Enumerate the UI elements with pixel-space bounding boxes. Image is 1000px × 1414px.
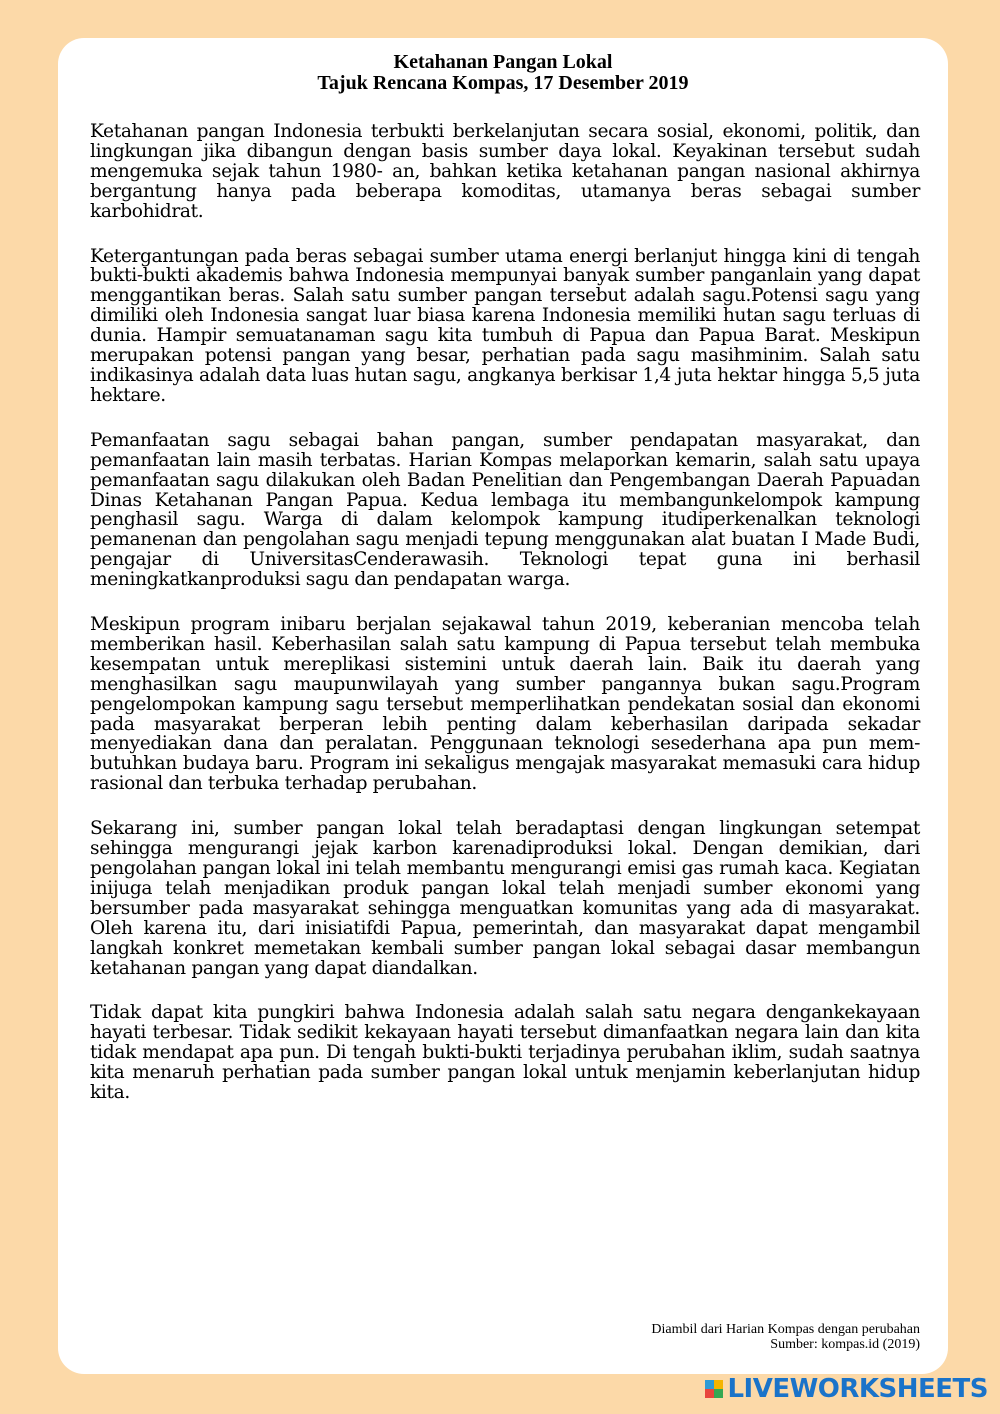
source-citation [651, 1322, 920, 1352]
liveworksheets-logo[interactable] [705, 1374, 988, 1404]
liveworksheets-logo-icon [705, 1380, 723, 1398]
article-header [58, 52, 948, 94]
worksheet-card [58, 38, 948, 1374]
paragraph: Tidak dapat kita pungkiri bahwa Indonesia adalah salah satu negara dengankekayaan hayati terbesar. Tidak sedikit kekayaan hayati tersebut dimanfaatkan negara lain dan kita tidak mendapat apa pun. Di tengah bukti-bukti terjadinya perubahan iklim, sudah saatnya kita menaruh perhatian pada sumber pangan lokal untuk menjamin keberlanjutan hidup kita. [90, 1002, 920, 1104]
article-title: Ketahanan Pangan Lokal [393, 51, 613, 73]
source-reference: Sumber: kompas.id (2019) [770, 1337, 920, 1352]
paragraph: Sekarang ini, sumber pangan lokal telah beradaptasi dengan lingkungan setempat sehingga mengurangi jejak karbon karenadiproduksi lokal. Dengan demikian, dari pengolahan pangan lokal ini telah membantu mengurangi emisi gas rumah kaca. Kegiatan inijuga telah menjadikan produk pangan lokal telah menjadi sumber ekonomi yang bersumber pada masyarakat sehingga menguatkan komunitas yang ada di masyarakat. Oleh karena itu, dari inisiatifdi Papua, pemerintah, dan masyarakat dapat mengambil langkah konkret memetakan kembali sumber pangan lokal sebagai dasar membangun ketahanan pangan yang dapat diandalkan. [90, 818, 920, 979]
paragraph: Ketergantungan pada beras sebagai sumber utama energi berlanjut hingga kini di tengah bukti-bukti akademis bahwa Indonesia mempunyai banyak sumber panganlain yang dapat menggantikan beras. Salah satu sumber pangan tersebut adalah sagu.Potensi sagu yang dimiliki oleh Indonesia sangat luar biasa karena Indonesia memiliki hutan sagu terluas di dunia. Hampir semuatanaman sagu kita tumbuh di Papua dan Papua Barat. Meskipun merupakan potensi pangan yang besar, perhatian pada sagu masihminim. Salah satu indikasinya adalah data luas hutan sagu, angkanya berkisar 1,4 juta hektar hingga 5,5 juta hektare. [90, 245, 920, 406]
paragraph: Meskipun program inibaru berjalan sejakawal tahun 2019, keberanian mencoba telah memberikan hasil. Keberhasilan salah satu kampung di Papua tersebut telah membuka kesempatan untuk mereplikasi sistemini untuk daerah lain. Baik itu daerah yang menghasilkan sagu maupunwilayah yang sumber pangannya bukan sagu.Program pengelompokan kampung sagu tersebut memperlihatkan pendekatan sosial dan ekonomi pada masyarakat berperan lebih penting dalam keberhasilan daripada sekadar menyediakan dana dan peralatan. Penggunaan teknologi sesederhana apa pun mem- butuhkan budaya baru. Program ini sekaligus mengajak masyarakat memasuki cara hidup rasional dan terbuka terhadap perubahan. [90, 614, 920, 795]
article-subtitle: Tajuk Rencana Kompas, 17 Desember 2019 [317, 72, 689, 94]
logo-text: LIVEWORKSHEETS [727, 1374, 988, 1404]
source-note: Diambil dari Harian Kompas dengan perubahan [651, 1322, 920, 1337]
paragraph: Pemanfaatan sagu sebagai bahan pangan, sumber pendapatan masyarakat, dan pemanfaatan lain masih terbatas. Harian Kompas melaporkan kemarin, salah satu upaya pemanfaatan sagu dilakukan oleh Badan Penelitian dan Pengembangan Daerah Papuadan Dinas Ketahanan Pangan Papua. Kedua lembaga itu membangunkelompok kampung penghasil sagu. Warga di dalam kelompok kampung itudiperkenalkan teknologi pemanenan dan pengolahan sagu menjadi tepung menggunakan alat buatan I Made Budi, pengajar di UniversitasCenderawasih. Teknologi tepat guna ini berhasil meningkatkanproduksi sagu dan pendapatan warga. [90, 429, 920, 591]
article-body [90, 122, 920, 1128]
paragraph: Ketahanan pangan Indonesia terbukti berkelanjutan secara sosial, ekonomi, politik, dan lingkungan jika dibangun dengan basis sumber daya lokal. Keyakinan tersebut sudah mengemuka sejak tahun 1980- an, bahkan ketika ketahanan pangan nasional akhirnya bergantung hanya pada beberapa komoditas, utamanya beras sebagai sumber karbohidrat. [90, 121, 920, 222]
